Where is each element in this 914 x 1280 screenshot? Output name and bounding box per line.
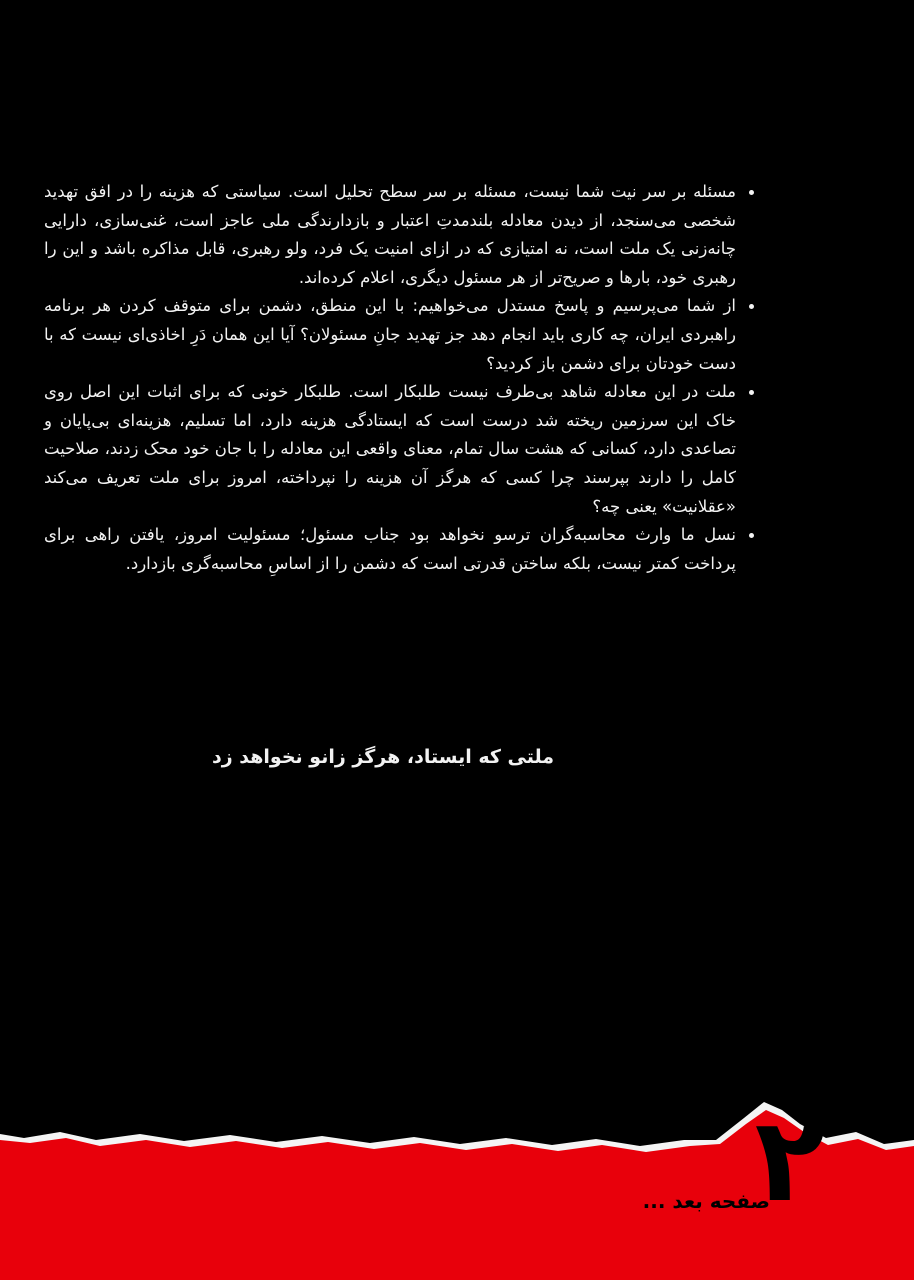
page-number: ۲ (754, 1093, 826, 1228)
paragraph-text: مسئله بر سر نیت شما نیست، مسئله بر سر سطح تحلیل است. سیاستی که هزینه را در افق تهدید شخصی می‌سنجد، از دیدن معادله بلندمدتِ اعتبار و بازدارندگی ملی عاجز است، غنی‌سازی، دارایی چانه‌زنی یک ملت است، نه امتیازی که در ازای امنیت یک فرد، ولو رهبری، قابل مذاکره باشد و این را رهبری خود، بارها و صریح‌تر از هر مسئول دیگری، اعلام کرده‌اند. (44, 182, 736, 287)
next-page-link[interactable]: صفحه بعد ... (642, 1189, 770, 1213)
paragraph-text: نسل ما وارث محاسبه‌گران ترسو نخواهد بود جناب مسئول؛ مسئولیت امروز، یافتن راهی برای پرداخت کمتر نیست، بلکه ساختن قدرتی است که دشمن را از اساسِ محاسبه‌گری بازدارد. (44, 525, 736, 573)
paragraph-text: از شما می‌پرسیم و پاسخ مستدل می‌خواهیم: با این منطق، دشمن برای متوقف کردن هر برنامه راهبردی ایران، چه کاری باید انجام دهد جز تهدید جانِ مسئولان؟ آیا این همان دَرِ اخاذی‌ای نیست که با دست خودتان برای دشمن باز کردید؟ (44, 296, 736, 373)
slogan: ملتی که ایستاد، هرگز زانو نخواهد زد (211, 746, 555, 768)
paragraph-text: ملت در این معادله شاهد بی‌طرف نیست طلبکار است. طلبکار خونی که برای اثبات این اصل روی خاک این سرزمین ریخته شد درست است که ایستادگی هزینه دارد، اما تسلیم، هزینه‌ای بی‌پایان و تصاعدی دارد، کسانی که هشت سال تمام، معنای واقعی این معادله را با جان خود محک زدند، صلاحیت کامل را دارند بپرسند چرا کسی که هرگز آن هزینه را نپرداخته، امروز برای ملت تعریف می‌کند «عقلانیت» یعنی چه؟ (44, 382, 736, 516)
